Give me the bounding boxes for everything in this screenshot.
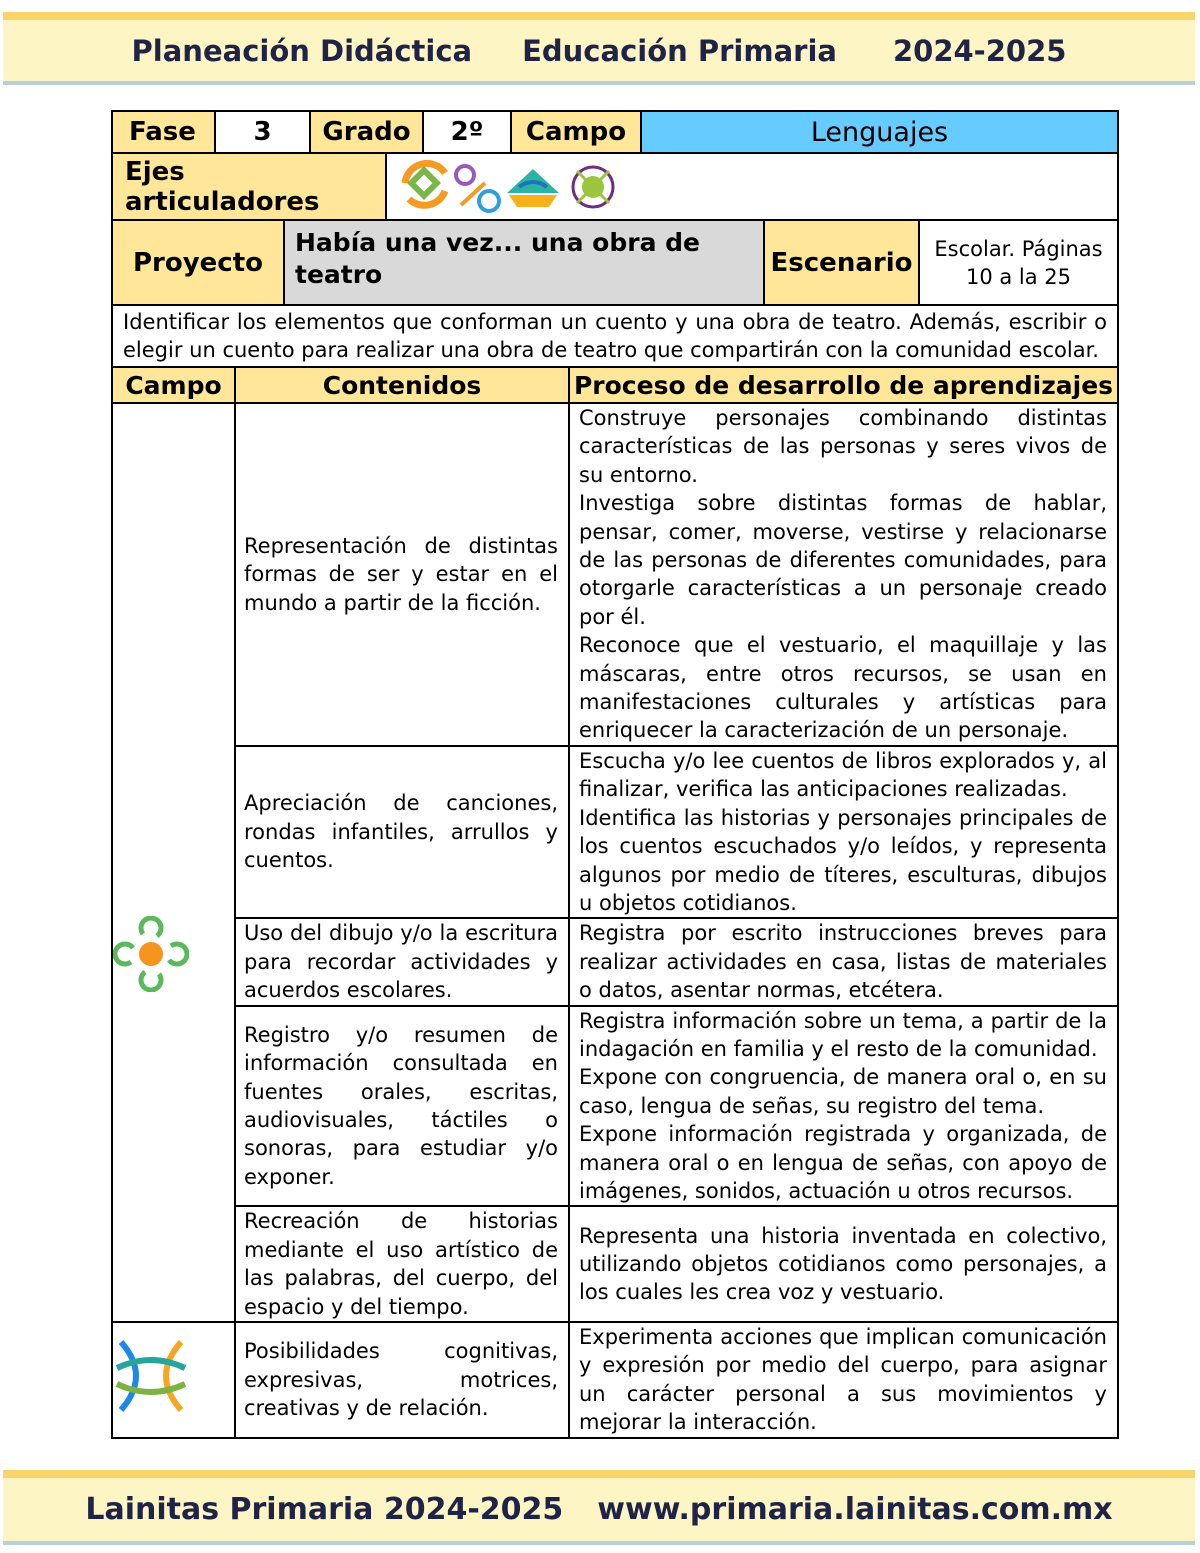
table-row xyxy=(112,1322,1118,1438)
proceso-item: Reconoce que el vestuario, el maquillaje y las máscaras, entre otros recursos, se usan en manifestaciones culturales y artísticas para enriquecer la caracterización de un personaje. xyxy=(579,633,1107,743)
contenido-cell: Registro y/o resumen de información consultada en fuentes orales, escritas, audiovisuales, táctiles o sonoras, para estudiar y/o exponer. xyxy=(235,1006,569,1207)
campo-humano-cell xyxy=(112,1322,235,1438)
footer-brand: Lainitas Primaria 2024-2025 xyxy=(85,1492,564,1527)
proceso-item: Experimenta acciones que implican comunicación y expresión por medio del cuerpo, para asignar un carácter personal a sus movimientos y mejorar la interacción. xyxy=(579,1325,1107,1435)
header-proceso: Proceso de desarrollo de aprendizajes xyxy=(569,367,1118,403)
contenido-cell: Apreciación de canciones, rondas infantiles, arrullos y cuentos. xyxy=(235,746,569,918)
grado-label: Grado xyxy=(310,111,423,153)
contenido-cell: Posibilidades cognitivas, expresivas, motrices, creativas y de relación. xyxy=(235,1322,569,1438)
header-level: Educación Primaria xyxy=(522,33,837,68)
footer-url: www.primaria.lainitas.com.mx xyxy=(597,1492,1113,1527)
proceso-item: Representa una historia inventada en colectivo, utilizando objetos cotidianos como personajes, a los cuales les crea voz y vestuario. xyxy=(579,1223,1107,1305)
fase-value: 3 xyxy=(215,111,310,153)
inclusion-icon xyxy=(405,163,445,205)
contenido-cell: Uso del dibujo y/o la escritura para recordar actividades y acuerdos escolares. xyxy=(235,918,569,1005)
ejes-label: Ejes articuladores xyxy=(112,153,386,220)
humano-comunitario-icon xyxy=(113,1338,189,1414)
table-row xyxy=(112,1206,1118,1322)
table-row xyxy=(112,403,1118,746)
ejes-icons xyxy=(386,153,1118,220)
table-row xyxy=(112,918,1118,1005)
escenario-label: Escenario xyxy=(764,220,919,305)
objective-text: Identificar los elementos que conforman un cuento y una obra de teatro. Además, escribir o elegir un cuento para realizar una obra de teatro que compartirán con la comunidad escolar. xyxy=(112,305,1118,367)
header-campo: Campo xyxy=(112,367,235,403)
igualdad-genero-icon xyxy=(573,167,613,207)
proyecto-value: Había una vez... una obra de teatro xyxy=(284,220,764,305)
proceso-cell xyxy=(569,1006,1118,1207)
lenguajes-campo-icon xyxy=(113,916,189,992)
table-row xyxy=(112,746,1118,918)
header-contenidos: Contenidos xyxy=(235,367,569,403)
header-title: Planeación Didáctica xyxy=(131,33,473,68)
proyecto-label: Proyecto xyxy=(112,220,284,305)
content-table-header xyxy=(112,367,1118,403)
grado-value: 2º xyxy=(423,111,511,153)
proceso-item: Registra por escrito instrucciones breves para realizar actividades en casa, listas de materiales o datos, asentar normas, etcétera. xyxy=(579,921,1107,1003)
escenario-value: Escolar. Páginas 10 a la 25 xyxy=(919,220,1118,305)
proceso-item: Investiga sobre distintas formas de hablar, pensar, comer, moverse, vestirse y relacionarse de las personas de diferentes comunidades, para otorgarle características a un personaje creado por él. xyxy=(579,491,1107,629)
campo-label: Campo xyxy=(511,111,641,153)
table-row xyxy=(112,1006,1118,1207)
content-table xyxy=(111,366,1119,1439)
proceso-item: Escucha y/o lee cuentos de libros explorados y, al finalizar, verifica las anticipaciones realizadas. xyxy=(579,748,1107,802)
contenido-cell: Recreación de historias mediante el uso artístico de las palabras, del cuerpo, del espacio y del tiempo. xyxy=(235,1206,569,1322)
header-year: 2024-2025 xyxy=(892,33,1067,68)
proceso-item: Registra información sobre un tema, a partir de la indagación en familia y el resto de la comunidad. xyxy=(579,1008,1107,1061)
fase-label: Fase xyxy=(112,111,215,153)
interculturalidad-icon xyxy=(507,169,559,207)
info-row-proyecto xyxy=(111,219,1119,306)
proceso-cell xyxy=(569,746,1118,918)
info-row-fase xyxy=(111,110,1119,154)
campo-value: Lenguajes xyxy=(641,111,1118,153)
proceso-cell xyxy=(569,403,1118,746)
header-banner xyxy=(3,12,1195,85)
planning-document xyxy=(111,110,1119,1439)
contenido-cell: Representación de distintas formas de ser y estar en el mundo a partir de la ficción. xyxy=(235,403,569,746)
info-row-ejes xyxy=(111,152,1119,221)
proceso-item: Identifica las historias y personajes principales de los cuentos escuchados y/o leídos, y representa algunos por medio de títeres, esculturas, dibujos u objetos cotidianos. xyxy=(579,805,1107,915)
footer-banner xyxy=(3,1470,1195,1545)
proceso-item: Expone información registrada y organizada, de manera oral o en lengua de señas, con apoyo de imágenes, sonidos, actuación u otros recursos. xyxy=(579,1122,1107,1203)
objective-row xyxy=(111,304,1119,368)
proceso-item: Expone con congruencia, de manera oral o, en su caso, lengua de señas, su registro del tema. xyxy=(579,1065,1107,1118)
pensamiento-critico-icon xyxy=(456,166,499,211)
proceso-cell xyxy=(569,1206,1118,1322)
proceso-cell xyxy=(569,918,1118,1005)
proceso-item: Construye personajes combinando distintas características de las personas y seres vivos de su entorno. xyxy=(579,406,1107,487)
campo-lenguajes-cell xyxy=(112,403,235,1322)
proceso-cell xyxy=(569,1322,1118,1438)
